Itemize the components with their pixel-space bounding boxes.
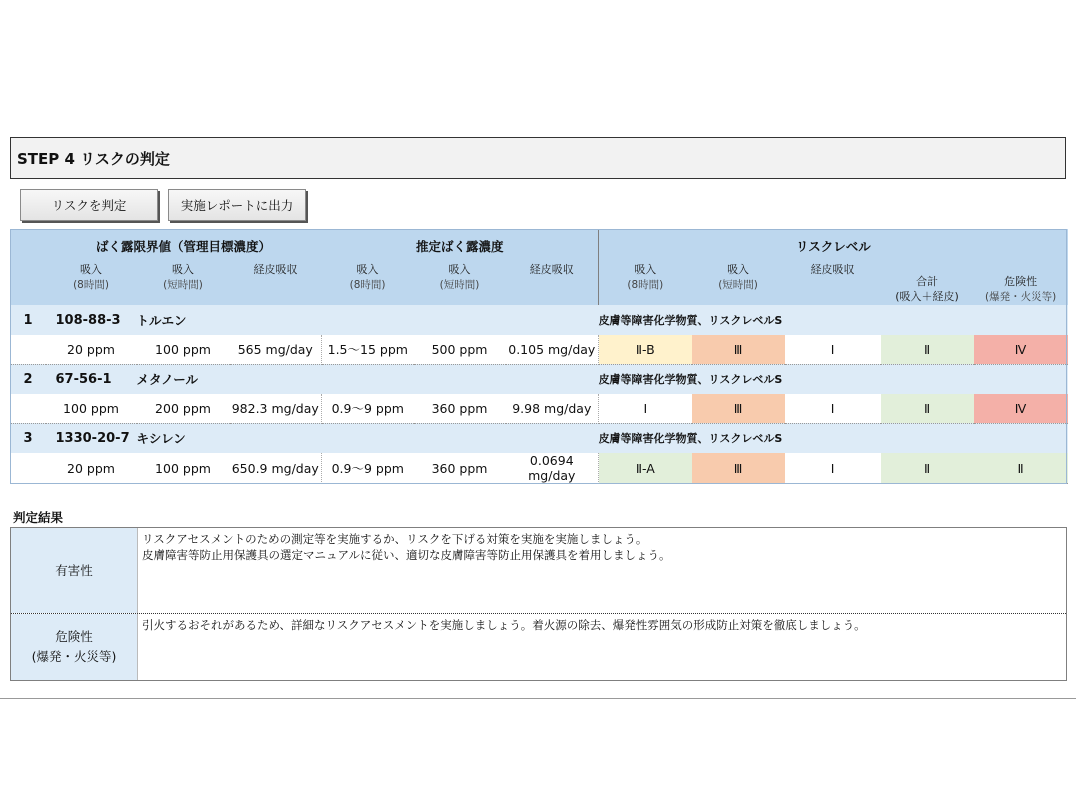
est-derm-header: 経皮吸収 [529, 263, 574, 276]
risk-derm-header: 経皮吸収 [810, 263, 855, 276]
risk-inh8-header: 吸入 (8時間) [599, 262, 692, 305]
toxicity-label: 有害性 [11, 528, 138, 613]
hazard-text: 引火するおそれがあるため、詳細なリスクアセスメントを実施しましょう。着火源の除去、爆発性雰囲気の形成防止対策を徹底しましょう。 [142, 618, 866, 632]
index-header-cell [11, 229, 46, 305]
table-row [11, 335, 1068, 364]
limit-inhs: 200 ppm [137, 394, 230, 423]
limit-group-header: ばく露限界値（管理目標濃度） [96, 238, 272, 254]
risk-hazard: Ⅳ [974, 394, 1068, 423]
risk-inhs-header: 吸入 (短時間) [718, 263, 758, 291]
table-row [11, 423, 1068, 453]
est-inh8: 0.9～9 ppm [322, 394, 414, 423]
est-inh8: 1.5～15 ppm [322, 335, 414, 364]
cas-number: 1330-20-7 [46, 423, 137, 453]
limit-inhs: 100 ppm [137, 453, 230, 484]
risk-inhs: Ⅲ [692, 394, 785, 423]
cas-number: 108-88-3 [46, 305, 137, 335]
table-row [11, 364, 1068, 394]
limit-inh8-header: 吸入 (8時間) [73, 263, 109, 291]
row-number: 1 [11, 305, 46, 335]
chemical-name: キシレン [137, 423, 599, 453]
toxicity-result-row [11, 528, 1066, 614]
estimated-group-header: 推定ばく露濃度 [416, 238, 504, 254]
judge-risk-button[interactable]: リスクを判定 [20, 189, 158, 221]
est-inhs: 500 ppm [414, 335, 506, 364]
limit-derm: 982.3 mg/day [230, 394, 322, 423]
risk-level-group-header: リスクレベル [599, 229, 1068, 262]
est-derm: 9.98 mg/day [506, 394, 599, 423]
step-title: STEP 4 リスクの判定 [10, 137, 1066, 179]
risk-total: Ⅱ [881, 335, 974, 364]
row-number: 3 [11, 423, 46, 453]
table-row [11, 305, 1068, 335]
risk-hazard: Ⅳ [974, 335, 1068, 364]
risk-hazard-header: 危険性 (爆発・火災等) [984, 275, 1057, 303]
risk-inhs: Ⅲ [692, 335, 785, 364]
risk-inh8: Ⅱ-A [599, 453, 692, 484]
table-row [11, 394, 1068, 423]
risk-derm: Ⅰ [785, 394, 881, 423]
risk-derm: Ⅰ [785, 335, 881, 364]
est-inh8: 0.9～9 ppm [322, 453, 414, 484]
risk-hazard: Ⅱ [974, 453, 1068, 484]
limit-inh8: 20 ppm [46, 335, 137, 364]
risk-inh8: Ⅰ [599, 394, 692, 423]
limit-derm-header: 経皮吸収 [253, 263, 298, 276]
risk-total: Ⅱ [881, 394, 974, 423]
chemical-name: メタノール [137, 364, 599, 394]
chemical-note: 皮膚等障害化学物質、リスクレベルS [599, 364, 1068, 394]
est-inhs: 360 ppm [414, 394, 506, 423]
est-derm: 0.105 mg/day [506, 335, 599, 364]
toxicity-text: リスクアセスメントのための測定等を実施するか、リスクを下げる対策を実施を実施しましょう。 皮膚障害等防止用保護具の選定マニュアルに従い、適切な皮膚障害等防止用保護具を着用しましょう。 [142, 532, 671, 562]
bottom-divider [0, 698, 1076, 699]
risk-inhs: Ⅲ [692, 453, 785, 484]
limit-inh8: 20 ppm [46, 453, 137, 484]
limit-derm: 565 mg/day [230, 335, 322, 364]
result-panel [10, 527, 1067, 681]
chemical-note: 皮膚等障害化学物質、リスクレベルS [599, 423, 1068, 453]
limit-derm: 650.9 mg/day [230, 453, 322, 484]
est-derm: 0.0694 mg/day [506, 453, 599, 484]
chemical-note: 皮膚等障害化学物質、リスクレベルS [599, 305, 1068, 335]
export-report-button[interactable]: 実施レポートに出力 [168, 189, 306, 221]
est-inhs-header: 吸入 (短時間) [439, 263, 480, 291]
row-number: 2 [11, 364, 46, 394]
hazard-result-row [11, 614, 1066, 680]
est-inhs: 360 ppm [414, 453, 506, 484]
hazard-label: 危険性 (爆発・火災等) [11, 614, 138, 680]
risk-total: Ⅱ [881, 453, 974, 484]
chemical-name: トルエン [137, 305, 599, 335]
cas-number: 67-56-1 [46, 364, 137, 394]
limit-inh8: 100 ppm [46, 394, 137, 423]
table-row [11, 453, 1068, 484]
est-inh8-header: 吸入 (8時間) [349, 263, 386, 291]
risk-table [10, 229, 1068, 484]
result-title: 判定結果 [13, 510, 64, 525]
limit-inhs: 100 ppm [137, 335, 230, 364]
risk-total-header: 合計 (吸入＋経皮) [895, 275, 959, 303]
limit-inhs-header: 吸入 (短時間) [163, 263, 203, 291]
risk-inh8: Ⅱ-B [599, 335, 692, 364]
risk-derm: Ⅰ [785, 453, 881, 484]
